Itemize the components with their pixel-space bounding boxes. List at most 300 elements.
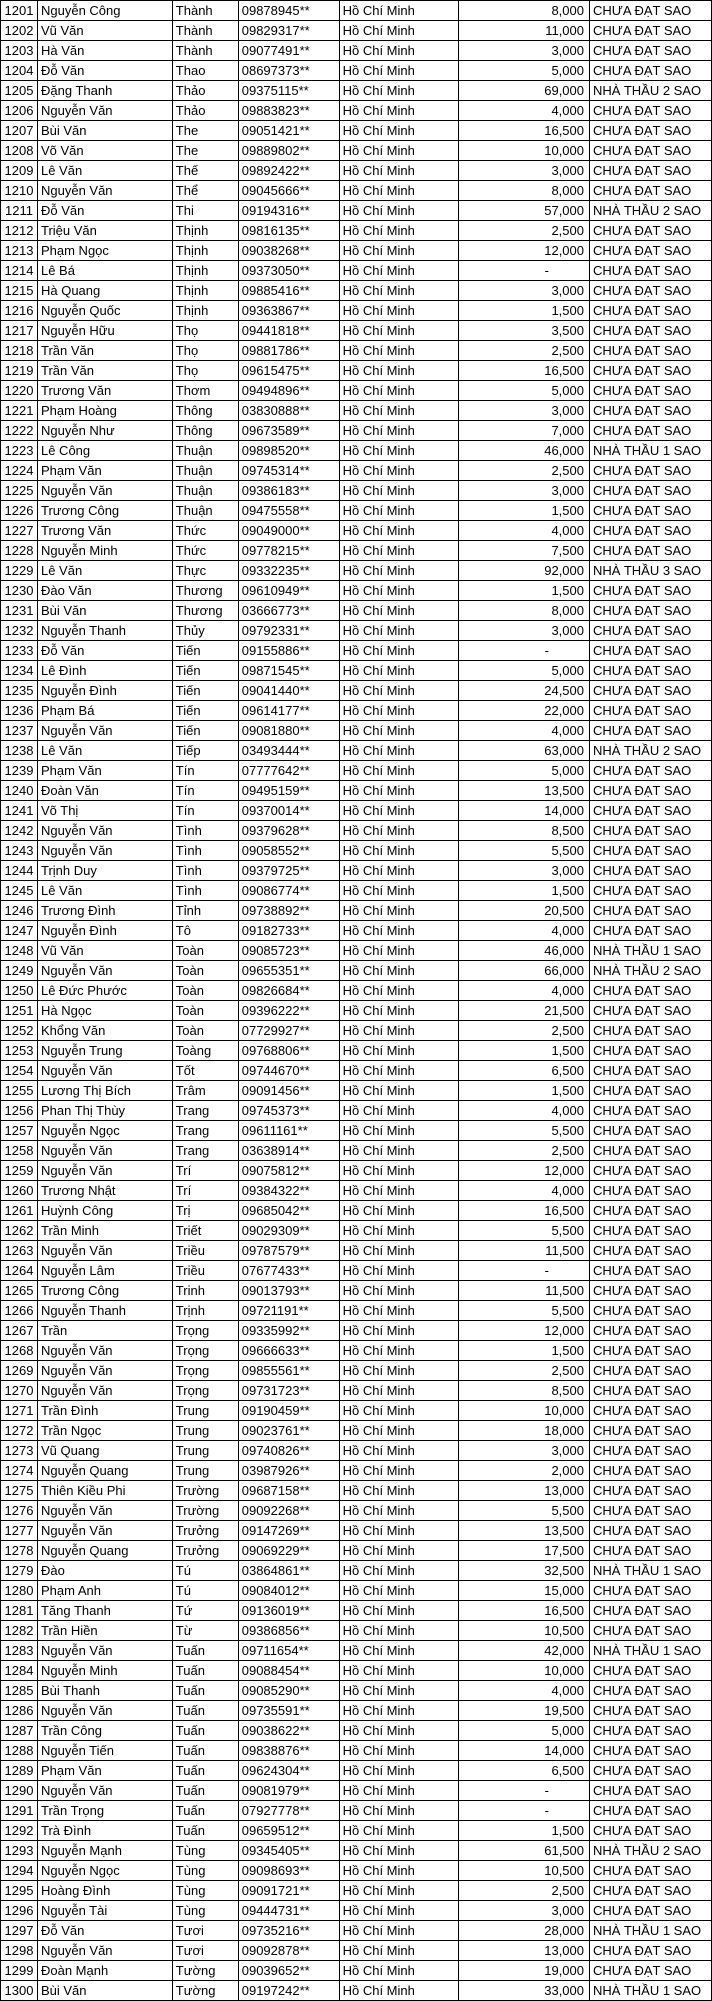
- amount-cell: 14,000: [459, 801, 590, 821]
- given-name-cell: Thức: [172, 521, 238, 541]
- city-cell: Hồ Chí Minh: [339, 561, 459, 581]
- table-row: [1, 801, 712, 821]
- rank-cell: CHƯA ĐẠT SAO: [590, 781, 712, 801]
- phone-cell: 09375115**: [238, 81, 339, 101]
- amount-cell: 69,000: [459, 81, 590, 101]
- city-cell: Hồ Chí Minh: [339, 961, 459, 981]
- row-number-cell: 1235: [1, 681, 38, 701]
- surname-cell: Nguyễn Văn: [37, 821, 172, 841]
- city-cell: Hồ Chí Minh: [339, 461, 459, 481]
- phone-cell: 09685042**: [238, 1201, 339, 1221]
- given-name-cell: Trường: [172, 1481, 238, 1501]
- rank-cell: CHƯA ĐẠT SAO: [590, 321, 712, 341]
- row-number-cell: 1300: [1, 1981, 38, 2001]
- rank-cell: CHƯA ĐẠT SAO: [590, 1861, 712, 1881]
- row-number-cell: 1202: [1, 21, 38, 41]
- city-cell: Hồ Chí Minh: [339, 1221, 459, 1241]
- surname-cell: Nguyễn Văn: [37, 481, 172, 501]
- rank-cell: NHÀ THẦU 1 SAO: [590, 1981, 712, 2001]
- rank-cell: CHƯA ĐẠT SAO: [590, 1021, 712, 1041]
- amount-cell: 4,000: [459, 1181, 590, 1201]
- phone-cell: 09085290**: [238, 1681, 339, 1701]
- row-number-cell: 1229: [1, 561, 38, 581]
- surname-cell: Võ Thị: [37, 801, 172, 821]
- given-name-cell: The: [172, 121, 238, 141]
- row-number-cell: 1284: [1, 1661, 38, 1681]
- amount-cell: 1,500: [459, 1341, 590, 1361]
- rank-cell: CHƯA ĐẠT SAO: [590, 1181, 712, 1201]
- rank-cell: CHƯA ĐẠT SAO: [590, 1201, 712, 1221]
- amount-cell: 2,500: [459, 1141, 590, 1161]
- amount-cell: 11,000: [459, 21, 590, 41]
- surname-cell: Bùi Văn: [37, 1981, 172, 2001]
- table-row: [1, 1441, 712, 1461]
- given-name-cell: Tươi: [172, 1921, 238, 1941]
- amount-cell: 5,000: [459, 661, 590, 681]
- row-number-cell: 1222: [1, 421, 38, 441]
- phone-cell: 09610949**: [238, 581, 339, 601]
- amount-cell: 6,500: [459, 1061, 590, 1081]
- surname-cell: Nguyễn Thanh: [37, 1301, 172, 1321]
- surname-cell: Nguyễn Quốc: [37, 301, 172, 321]
- table-row: [1, 1641, 712, 1661]
- phone-cell: 09092268**: [238, 1501, 339, 1521]
- phone-cell: 09182733**: [238, 921, 339, 941]
- rank-cell: CHƯA ĐẠT SAO: [590, 981, 712, 1001]
- given-name-cell: Thuận: [172, 441, 238, 461]
- phone-cell: 09740826**: [238, 1441, 339, 1461]
- amount-cell: 42,000: [459, 1641, 590, 1661]
- row-number-cell: 1285: [1, 1681, 38, 1701]
- table-row: [1, 1721, 712, 1741]
- row-number-cell: 1203: [1, 41, 38, 61]
- amount-cell: 5,000: [459, 1721, 590, 1741]
- surname-cell: Khổng Văn: [37, 1021, 172, 1041]
- row-number-cell: 1207: [1, 121, 38, 141]
- table-row: [1, 701, 712, 721]
- surname-cell: Phan Thị Thùy: [37, 1101, 172, 1121]
- city-cell: Hồ Chí Minh: [339, 1541, 459, 1561]
- table-row: [1, 1881, 712, 1901]
- given-name-cell: Triều: [172, 1261, 238, 1281]
- rank-cell: NHÀ THẦU 2 SAO: [590, 1841, 712, 1861]
- row-number-cell: 1267: [1, 1321, 38, 1341]
- rank-cell: CHƯA ĐẠT SAO: [590, 1821, 712, 1841]
- rank-cell: NHÀ THẦU 1 SAO: [590, 1921, 712, 1941]
- phone-cell: 09049000**: [238, 521, 339, 541]
- row-number-cell: 1298: [1, 1941, 38, 1961]
- table-row: [1, 1101, 712, 1121]
- phone-cell: 09735216**: [238, 1921, 339, 1941]
- given-name-cell: Tuấn: [172, 1781, 238, 1801]
- table-row: [1, 481, 712, 501]
- amount-cell: 8,000: [459, 1, 590, 21]
- table-row: [1, 461, 712, 481]
- amount-cell: 4,000: [459, 721, 590, 741]
- table-row: [1, 1921, 712, 1941]
- row-number-cell: 1297: [1, 1921, 38, 1941]
- table-row: [1, 841, 712, 861]
- amount-cell: -: [459, 1261, 590, 1281]
- city-cell: Hồ Chí Minh: [339, 821, 459, 841]
- row-number-cell: 1232: [1, 621, 38, 641]
- rank-cell: CHƯA ĐẠT SAO: [590, 861, 712, 881]
- city-cell: Hồ Chí Minh: [339, 621, 459, 641]
- rank-cell: NHÀ THẦU 2 SAO: [590, 81, 712, 101]
- surname-cell: Lê Bá: [37, 261, 172, 281]
- surname-cell: Huỳnh Công: [37, 1201, 172, 1221]
- city-cell: Hồ Chí Minh: [339, 661, 459, 681]
- amount-cell: 5,500: [459, 1501, 590, 1521]
- given-name-cell: Trí: [172, 1181, 238, 1201]
- surname-cell: Trương Nhật: [37, 1181, 172, 1201]
- given-name-cell: Trọng: [172, 1341, 238, 1361]
- phone-cell: 09058552**: [238, 841, 339, 861]
- row-number-cell: 1245: [1, 881, 38, 901]
- city-cell: Hồ Chí Minh: [339, 781, 459, 801]
- table-row: [1, 181, 712, 201]
- phone-cell: 09475558**: [238, 501, 339, 521]
- row-number-cell: 1240: [1, 781, 38, 801]
- amount-cell: 2,500: [459, 461, 590, 481]
- row-number-cell: 1255: [1, 1081, 38, 1101]
- rank-cell: CHƯA ĐẠT SAO: [590, 1701, 712, 1721]
- city-cell: Hồ Chí Minh: [339, 1401, 459, 1421]
- city-cell: Hồ Chí Minh: [339, 41, 459, 61]
- row-number-cell: 1257: [1, 1121, 38, 1141]
- city-cell: Hồ Chí Minh: [339, 1941, 459, 1961]
- city-cell: Hồ Chí Minh: [339, 1061, 459, 1081]
- phone-cell: 09883823**: [238, 101, 339, 121]
- city-cell: Hồ Chí Minh: [339, 301, 459, 321]
- phone-cell: 09051421**: [238, 121, 339, 141]
- row-number-cell: 1236: [1, 701, 38, 721]
- amount-cell: 46,000: [459, 441, 590, 461]
- city-cell: Hồ Chí Minh: [339, 1, 459, 21]
- surname-cell: Trương Công: [37, 1281, 172, 1301]
- rank-cell: CHƯA ĐẠT SAO: [590, 101, 712, 121]
- surname-cell: Đoàn Mạnh: [37, 1961, 172, 1981]
- given-name-cell: Thơm: [172, 381, 238, 401]
- given-name-cell: Tường: [172, 1961, 238, 1981]
- row-number-cell: 1290: [1, 1781, 38, 1801]
- row-number-cell: 1278: [1, 1541, 38, 1561]
- city-cell: Hồ Chí Minh: [339, 1081, 459, 1101]
- table-row: [1, 341, 712, 361]
- row-number-cell: 1237: [1, 721, 38, 741]
- given-name-cell: Trịnh: [172, 1301, 238, 1321]
- table-row: [1, 721, 712, 741]
- given-name-cell: Trang: [172, 1101, 238, 1121]
- surname-cell: Phạm Anh: [37, 1581, 172, 1601]
- amount-cell: 3,000: [459, 481, 590, 501]
- table-row: [1, 1541, 712, 1561]
- city-cell: Hồ Chí Minh: [339, 1721, 459, 1741]
- given-name-cell: Thịnh: [172, 241, 238, 261]
- amount-cell: 2,500: [459, 221, 590, 241]
- city-cell: Hồ Chí Minh: [339, 1501, 459, 1521]
- table-row: [1, 521, 712, 541]
- phone-cell: 09370014**: [238, 801, 339, 821]
- amount-cell: 8,500: [459, 821, 590, 841]
- given-name-cell: Tiến: [172, 721, 238, 741]
- rank-cell: CHƯA ĐẠT SAO: [590, 1321, 712, 1341]
- row-number-cell: 1244: [1, 861, 38, 881]
- surname-cell: Nguyễn Văn: [37, 1141, 172, 1161]
- phone-cell: 09190459**: [238, 1401, 339, 1421]
- row-number-cell: 1228: [1, 541, 38, 561]
- phone-cell: 09885416**: [238, 281, 339, 301]
- city-cell: Hồ Chí Minh: [339, 881, 459, 901]
- phone-cell: 09892422**: [238, 161, 339, 181]
- rank-cell: CHƯA ĐẠT SAO: [590, 1381, 712, 1401]
- row-number-cell: 1293: [1, 1841, 38, 1861]
- amount-cell: 11,500: [459, 1241, 590, 1261]
- phone-cell: 03638914**: [238, 1141, 339, 1161]
- phone-cell: 09155886**: [238, 641, 339, 661]
- row-number-cell: 1220: [1, 381, 38, 401]
- amount-cell: 10,000: [459, 141, 590, 161]
- rank-cell: NHÀ THẦU 2 SAO: [590, 741, 712, 761]
- phone-cell: 09091721**: [238, 1881, 339, 1901]
- rank-cell: CHƯA ĐẠT SAO: [590, 1481, 712, 1501]
- phone-cell: 09744670**: [238, 1061, 339, 1081]
- surname-cell: Lê Văn: [37, 881, 172, 901]
- rank-cell: CHƯA ĐẠT SAO: [590, 1501, 712, 1521]
- city-cell: Hồ Chí Minh: [339, 1621, 459, 1641]
- given-name-cell: Thọ: [172, 361, 238, 381]
- table-row: [1, 901, 712, 921]
- table-row: [1, 421, 712, 441]
- rank-cell: CHƯA ĐẠT SAO: [590, 241, 712, 261]
- phone-cell: 09871545**: [238, 661, 339, 681]
- table-row: [1, 1481, 712, 1501]
- surname-cell: Trương Văn: [37, 521, 172, 541]
- rank-cell: CHƯA ĐẠT SAO: [590, 641, 712, 661]
- row-number-cell: 1265: [1, 1281, 38, 1301]
- row-number-cell: 1274: [1, 1461, 38, 1481]
- table-row: [1, 961, 712, 981]
- table-row: [1, 1041, 712, 1061]
- surname-cell: Bùi Thanh: [37, 1681, 172, 1701]
- city-cell: Hồ Chí Minh: [339, 261, 459, 281]
- amount-cell: 5,500: [459, 841, 590, 861]
- phone-cell: 09826684**: [238, 981, 339, 1001]
- row-number-cell: 1261: [1, 1201, 38, 1221]
- given-name-cell: Trang: [172, 1141, 238, 1161]
- city-cell: Hồ Chí Minh: [339, 1961, 459, 1981]
- table-row: [1, 601, 712, 621]
- row-number-cell: 1216: [1, 301, 38, 321]
- phone-cell: 09088454**: [238, 1661, 339, 1681]
- phone-cell: 07677433**: [238, 1261, 339, 1281]
- row-number-cell: 1272: [1, 1421, 38, 1441]
- phone-cell: 09878945**: [238, 1, 339, 21]
- row-number-cell: 1275: [1, 1481, 38, 1501]
- surname-cell: Nguyễn Văn: [37, 1061, 172, 1081]
- surname-cell: Hoàng Đình: [37, 1881, 172, 1901]
- surname-cell: Lê Công: [37, 441, 172, 461]
- rank-cell: CHƯA ĐẠT SAO: [590, 1681, 712, 1701]
- given-name-cell: Tùng: [172, 1901, 238, 1921]
- row-number-cell: 1214: [1, 261, 38, 281]
- rank-cell: CHƯA ĐẠT SAO: [590, 1881, 712, 1901]
- table-row: [1, 1421, 712, 1441]
- surname-cell: Hà Quang: [37, 281, 172, 301]
- row-number-cell: 1224: [1, 461, 38, 481]
- phone-cell: 09023761**: [238, 1421, 339, 1441]
- city-cell: Hồ Chí Minh: [339, 281, 459, 301]
- amount-cell: 2,000: [459, 1461, 590, 1481]
- phone-cell: 09379725**: [238, 861, 339, 881]
- table-row: [1, 201, 712, 221]
- phone-cell: 03493444**: [238, 741, 339, 761]
- rank-cell: CHƯA ĐẠT SAO: [590, 581, 712, 601]
- phone-cell: 09889802**: [238, 141, 339, 161]
- rank-cell: CHƯA ĐẠT SAO: [590, 701, 712, 721]
- given-name-cell: Trưởng: [172, 1541, 238, 1561]
- surname-cell: Lê Văn: [37, 741, 172, 761]
- amount-cell: 10,000: [459, 1661, 590, 1681]
- city-cell: Hồ Chí Minh: [339, 1021, 459, 1041]
- table-row: [1, 241, 712, 261]
- phone-cell: 07927778**: [238, 1801, 339, 1821]
- amount-cell: 3,000: [459, 41, 590, 61]
- surname-cell: Đoàn Văn: [37, 781, 172, 801]
- given-name-cell: Trinh: [172, 1281, 238, 1301]
- city-cell: Hồ Chí Minh: [339, 1281, 459, 1301]
- amount-cell: 4,000: [459, 101, 590, 121]
- rank-cell: CHƯA ĐẠT SAO: [590, 121, 712, 141]
- phone-cell: 09092878**: [238, 1941, 339, 1961]
- amount-cell: 3,000: [459, 621, 590, 641]
- surname-cell: Hà Ngọc: [37, 1001, 172, 1021]
- phone-cell: 09081979**: [238, 1781, 339, 1801]
- rank-cell: NHÀ THẦU 1 SAO: [590, 441, 712, 461]
- row-number-cell: 1243: [1, 841, 38, 861]
- row-number-cell: 1241: [1, 801, 38, 821]
- amount-cell: 5,000: [459, 61, 590, 81]
- surname-cell: Nguyễn Văn: [37, 1161, 172, 1181]
- row-number-cell: 1252: [1, 1021, 38, 1041]
- surname-cell: Nguyễn Văn: [37, 721, 172, 741]
- amount-cell: 17,500: [459, 1541, 590, 1561]
- table-row: [1, 941, 712, 961]
- city-cell: Hồ Chí Minh: [339, 441, 459, 461]
- surname-cell: Trịnh Duy: [37, 861, 172, 881]
- phone-cell: 09816135**: [238, 221, 339, 241]
- row-number-cell: 1268: [1, 1341, 38, 1361]
- given-name-cell: Trường: [172, 1501, 238, 1521]
- city-cell: Hồ Chí Minh: [339, 381, 459, 401]
- city-cell: Hồ Chí Minh: [339, 1561, 459, 1581]
- rank-cell: CHƯA ĐẠT SAO: [590, 901, 712, 921]
- phone-cell: 09745314**: [238, 461, 339, 481]
- phone-cell: 09039652**: [238, 1961, 339, 1981]
- given-name-cell: Thuận: [172, 481, 238, 501]
- table-row: [1, 1621, 712, 1641]
- city-cell: Hồ Chí Minh: [339, 1601, 459, 1621]
- phone-cell: 09611161**: [238, 1121, 339, 1141]
- row-number-cell: 1212: [1, 221, 38, 241]
- given-name-cell: Tươi: [172, 1941, 238, 1961]
- table-row: [1, 561, 712, 581]
- city-cell: Hồ Chí Minh: [339, 401, 459, 421]
- city-cell: Hồ Chí Minh: [339, 1181, 459, 1201]
- table-row: [1, 621, 712, 641]
- row-number-cell: 1292: [1, 1821, 38, 1841]
- given-name-cell: Toàng: [172, 1041, 238, 1061]
- table-row: [1, 381, 712, 401]
- city-cell: Hồ Chí Minh: [339, 861, 459, 881]
- amount-cell: 19,500: [459, 1701, 590, 1721]
- table-row: [1, 1701, 712, 1721]
- surname-cell: Nguyễn Đình: [37, 921, 172, 941]
- table-row: [1, 1961, 712, 1981]
- rank-cell: CHƯA ĐẠT SAO: [590, 921, 712, 941]
- phone-cell: 09396222**: [238, 1001, 339, 1021]
- row-number-cell: 1253: [1, 1041, 38, 1061]
- row-number-cell: 1221: [1, 401, 38, 421]
- phone-cell: 09373050**: [238, 261, 339, 281]
- table-row: [1, 41, 712, 61]
- amount-cell: 57,000: [459, 201, 590, 221]
- phone-cell: 07777642**: [238, 761, 339, 781]
- city-cell: Hồ Chí Minh: [339, 1121, 459, 1141]
- rank-cell: CHƯA ĐẠT SAO: [590, 521, 712, 541]
- phone-cell: 09332235**: [238, 561, 339, 581]
- row-number-cell: 1213: [1, 241, 38, 261]
- phone-cell: 09711654**: [238, 1641, 339, 1661]
- city-cell: Hồ Chí Minh: [339, 1661, 459, 1681]
- given-name-cell: Tuấn: [172, 1701, 238, 1721]
- city-cell: Hồ Chí Minh: [339, 321, 459, 341]
- phone-cell: 09666633**: [238, 1341, 339, 1361]
- given-name-cell: Tuấn: [172, 1741, 238, 1761]
- city-cell: Hồ Chí Minh: [339, 1241, 459, 1261]
- given-name-cell: Toàn: [172, 1021, 238, 1041]
- phone-cell: 09379628**: [238, 821, 339, 841]
- rank-cell: CHƯA ĐẠT SAO: [590, 1121, 712, 1141]
- row-number-cell: 1239: [1, 761, 38, 781]
- row-number-cell: 1287: [1, 1721, 38, 1741]
- city-cell: Hồ Chí Minh: [339, 1861, 459, 1881]
- surname-cell: Đỗ Văn: [37, 641, 172, 661]
- amount-cell: 21,500: [459, 1001, 590, 1021]
- phone-cell: 09792331**: [238, 621, 339, 641]
- given-name-cell: Tuấn: [172, 1681, 238, 1701]
- amount-cell: 63,000: [459, 741, 590, 761]
- rank-cell: CHƯA ĐẠT SAO: [590, 281, 712, 301]
- surname-cell: Nguyễn Mạnh: [37, 1841, 172, 1861]
- rank-cell: CHƯA ĐẠT SAO: [590, 1801, 712, 1821]
- table-row: [1, 81, 712, 101]
- given-name-cell: Tình: [172, 841, 238, 861]
- surname-cell: Nguyễn Trung: [37, 1041, 172, 1061]
- given-name-cell: Thể: [172, 181, 238, 201]
- table-row: [1, 781, 712, 801]
- row-number-cell: 1210: [1, 181, 38, 201]
- surname-cell: Nguyễn Văn: [37, 1361, 172, 1381]
- surname-cell: Đào Văn: [37, 581, 172, 601]
- amount-cell: 1,500: [459, 581, 590, 601]
- table-row: [1, 1021, 712, 1041]
- amount-cell: 12,000: [459, 241, 590, 261]
- row-number-cell: 1296: [1, 1901, 38, 1921]
- surname-cell: Phạm Ngọc: [37, 241, 172, 261]
- surname-cell: Trần Minh: [37, 1221, 172, 1241]
- given-name-cell: Tường: [172, 1981, 238, 2001]
